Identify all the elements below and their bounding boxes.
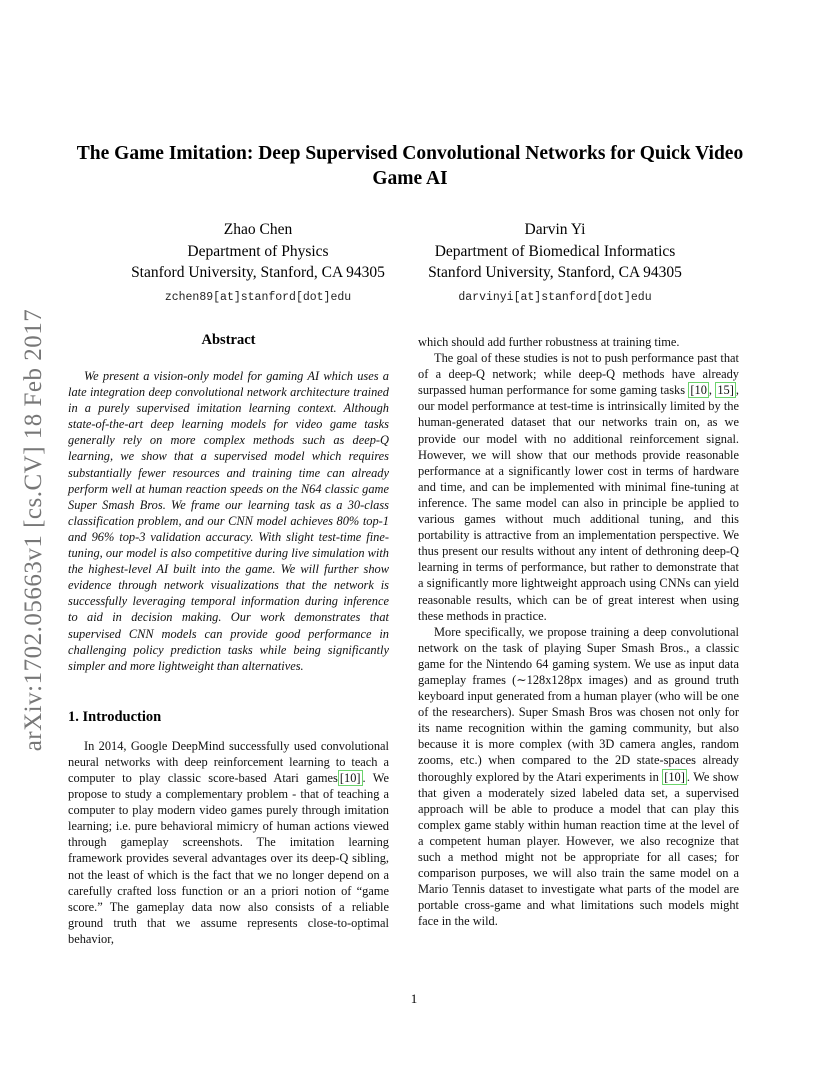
author-block-1 [108,219,408,308]
page-number: 1 [410,991,418,1006]
author-name: Darvin Yi [524,221,586,238]
author-affiliation: Stanford University, Stanford, CA 94305 [131,264,385,281]
introduction-heading: 1. Introduction [68,708,162,725]
author-department: Department of Biomedical Informatics [434,242,676,260]
author-email: zchen89[at]stanford[dot]edu [164,290,352,304]
citation-link[interactable]: 15] [717,383,734,398]
introduction-paragraph-1 [68,738,389,947]
abstract-text: We present a vision-only model for gaming AI which uses a late integration deep convolutional network architecture trained in a purely supervised imitation learning context. Although state-of-the-art deep learning models for video game tasks generally rely on more complex methods such as deep-Q learning, we show that a supervised model which requires substantially fewer resources and training time can already perform well at human reaction speeds on the N64 classic game Super Smash Bros. We frame our learning task as a 30-class classification problem, and our CNN model achieves 80% top-1 and 96% top-3 validation accuracy. With slight test-time fine-tuning, our model is also competitive during live simulation with the highest-level AI built into the game. We will further show evidence through network visualizations that the network is successfully leveraging temporal information during inference to aid in decision making. Our work demonstrates that supervised CNN models can provide good performance in challenging policy prediction tasks while being significantly simpler and more lightweight than alternatives. [68,369,389,673]
paragraph-text: . We propose to study a complementary problem - that of teaching a computer to play modern video games purely through imitation learning; i.e. pure behavioral mimicry of human actions viewed through gameplay screenshots. The imitation learning framework provides several advantages over its deep-Q sibling, not the least of which is the fact that we no longer depend on a carefully crafted loss function or an a priori notion of “game score.” The gameplay data now also consists of a reliable ground truth that we assume represents close-to-optimal behavior, [68,770,389,946]
left-column [68,330,389,947]
author-name: Zhao Chen [223,221,293,238]
introduction-paragraph-3 [418,624,739,930]
paragraph-text: In 2014, Google DeepMind successfully used convolutional neural networks with deep reinforcement learning to teach a computer to play classic score-based Atari games [68,738,389,785]
paragraph-text: . We show that given a moderately sized labeled data set, a supervised approach will be able to produce a model that can play this complex game stably within human reaction time at the level of a competent human player. However, we also recognize that such a method might not be appropriate for all cases; for comparison purposes, we will also train the same model on a Mario Tennis dataset to investigate what parts of the model are portable cross-game and what limitations such models might face in the wild. [418,769,739,929]
author-department: Department of Physics [187,242,329,260]
abstract-heading: Abstract [201,332,256,348]
paragraph-text: More specifically, we propose training a deep convolutional network on the task of playing Super Smash Bros., a classic game for the Nintendo 64 gaming system. We use as input data gameplay frames (∼128x128px images) and as ground truth keyboard input generated from a human player (who will be one of the researchers). Super Smash Bros was chosen not only for its name recognition within the gaming community, but also because it is more complex (with 3D camera angles, random zooms, etc.) when compared to the 2D state-spaces already thoroughly explored by the Atari experiments in [418,624,739,784]
introduction-paragraph-2 [418,350,739,624]
citation-link[interactable]: [10 [690,383,707,398]
author-block-2 [405,219,705,308]
right-column [418,334,739,929]
paragraph-text: The goal of these studies is not to push performance past that of a deep-Q network; while deep-Q methods have already surpassed human performance for some gaming tasks [418,351,739,398]
citation-link[interactable]: [10] [664,769,685,784]
author-affiliation: Stanford University, Stanford, CA 94305 [428,264,682,281]
paragraph-text: , our model performance at test-time is intrinsically limited by the human-generated dataset that our networks train on, as we provide our model with no additional reinforcement signal. However, we will show that our methods provide reasonable performance at a significantly lower cost in terms of hardware and time, and can be implemented with minimal fine-tuning at inference. The same model can also in principle be applied to various games without much additional tuning, and this portability is attractive from an implementation perspective. We thus present our results without any intent of dethroning deep-Q learning in terms of performance, but rather to demonstrate that a significantly more lightweight approach using CNNs can yield reasonable results, which can be of great interest when using these methods in practice. [418,383,739,623]
introduction-paragraph-1-continued: which should add further robustness at training time. [418,335,680,349]
citation-link[interactable]: [10] [339,770,361,785]
citation-separator: , [708,383,716,398]
author-email: darvinyi[at]stanford[dot]edu [458,290,652,304]
paper-title: The Game Imitation: Deep Supervised Convolutional Networks for Quick Video Game AI [76,143,744,189]
arxiv-identifier-stamp: arXiv:1702.05663v1 [cs.CV] 18 Feb 2017 [20,308,47,752]
